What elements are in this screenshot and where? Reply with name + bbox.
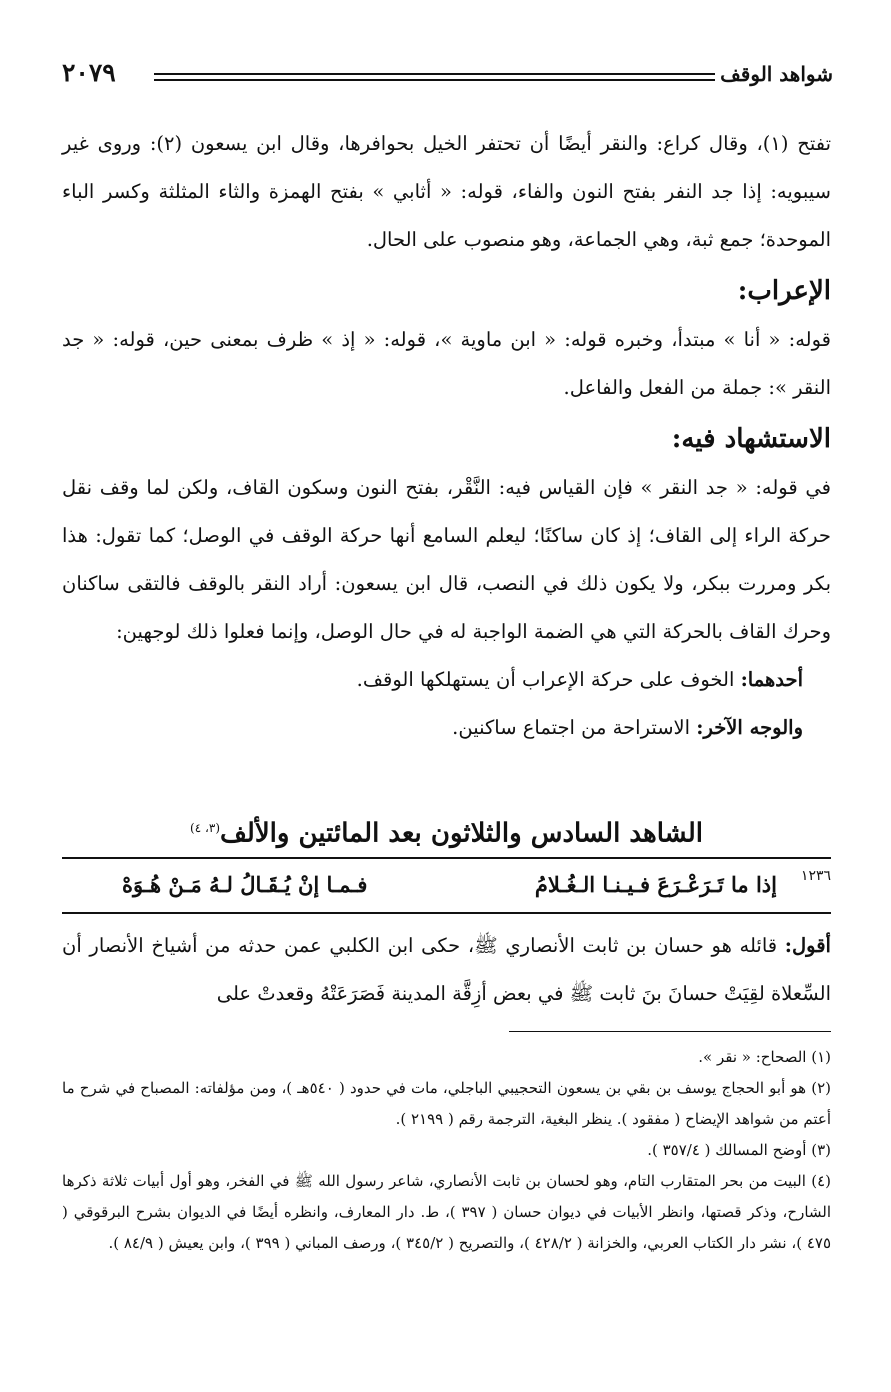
- header-title: شواهد الوقف: [720, 62, 833, 86]
- footnote-3: (٣) أوضح المسالك ( ٣٥٧/٤ ).: [647, 1141, 831, 1159]
- footnote-4: (٤) البيت من بحر المتقارب التام، وهو لحسان بن ثابت الأنصاري، شاعر رسول الله ﷺ في الفخر، وهو أول أبيات ثلاثة ذكرها الشارح، وذكر قصتها، وانظر الأبيات في ديوان حسان ( ٣٩٧ )، ط. دار المعارف، وانظره أيضًا في الديوان بشرح البرقوقي ( ٤٧٥ )، نشر دار الكتاب العربي، والخزانة ( ٤٢٨/٢ )، والتصريح ( ٣٤٥/٢ )، ورصف المباني ( ٣٩٩ )، وابن يعيش ( ٨٤/٩ ).: [62, 1172, 832, 1252]
- commentary-paragraph: [62, 922, 831, 1018]
- footnote-separator: [509, 1031, 831, 1032]
- reason-second-text: الاستراحة من اجتماع ساكنين.: [452, 716, 691, 739]
- commentary-text: [62, 922, 831, 1018]
- reason-first-label: أحدهما:: [740, 668, 803, 691]
- verse-line: [62, 862, 831, 910]
- istishhad-heading: الاستشهاد فيه:: [671, 424, 831, 454]
- header-rule-double: [154, 79, 715, 81]
- verse-first-hemistich: إذا ما تَـرَعْـرَعَ فـيـنـا الـغُـلامُ: [534, 872, 777, 897]
- i3rab-paragraph: قوله: « أنا » مبتدأ، وخبره قوله: « ابن ماوية »، قوله: « إذ » ظرف بمعنى حين، قوله: « جد النقر »: جملة من الفعل والفاعل.: [62, 328, 831, 399]
- running-header: [62, 58, 833, 98]
- main-text: [62, 120, 831, 752]
- commentary-label: أقول:: [784, 934, 831, 957]
- reason-second: [62, 704, 803, 752]
- footnote-1: (١) الصحاح: « نقر ».: [698, 1048, 831, 1066]
- verse-second-hemistich: فـمـا إنْ يُـقَـالُ لـهُ مَـنْ هُـوَهْ: [122, 872, 368, 897]
- header-rule: [154, 73, 715, 75]
- witness-title-note-ref: (٣، ٤): [190, 821, 220, 835]
- i3rab-heading: الإعراب:: [737, 276, 831, 306]
- opening-paragraph: تفتح (١)، وقال كراع: والنقر أيضًا أن تحتفر الخيل بحوافرها، وقال ابن يسعون (٢): وروى غير سيبويه: إذا جد النفر بفتح النون والفاء، قوله: « أثابي » بفتح الهمزة والثاء المثلثة وكسر الباء الموحدة؛ جمع ثبة، وهي الجماعة، وهو منصوب على الحال.: [62, 132, 831, 251]
- verse-rule-top: [62, 857, 831, 859]
- commentary-body: قائله هو حسان بن ثابت الأنصاري ﷺ، حكى ابن الكلبي عمن حدثه من أشياخ الأنصار أن السِّعلاة لقِيَتْ حسانَ بنَ ثابت ﷺ في بعض أزِقَّة المدينة فَصَرَعَتْهُ وقعدتْ على: [62, 934, 831, 1005]
- reason-first: [62, 656, 803, 704]
- istishhad-paragraph: في قوله: « جد النقر » فإن القياس فيه: النَّقْر، بفتح النون وسكون القاف، ولكن لما وقف نقل حركة الراء إلى القاف؛ إذ كان ساكنًا؛ ليعلم السامع أنها حركة الوقف في الوصل؛ كما تقول: هذا بكر ومررت ببكر، ولا يكون ذلك في النصب، قال ابن يسعون: أراد النقر بالوقف فالتقى ساكنان وحرك القاف بالحركة التي هي الضمة الواجبة له في حال الوصل، وإنما فعلوا ذلك لوجهين:: [62, 476, 831, 643]
- footnotes: [62, 1042, 831, 1259]
- reason-first-text: الخوف على حركة الإعراب أن يستهلكها الوقف.: [356, 668, 735, 691]
- verse-number: ١٢٣٦: [800, 868, 831, 884]
- verse-rule-bottom: [62, 912, 831, 914]
- reason-second-label: والوجه الآخر:: [696, 716, 803, 739]
- witness-title-text: الشاهد السادس والثلاثون بعد المائتين والألف: [220, 818, 703, 849]
- witness-title: [62, 808, 831, 854]
- footnote-2: (٢) هو أبو الحجاج يوسف بن بقي بن يسعون التحجيبي الباجلي، مات في حدود ( ٥٤٠هـ )، ومن مؤلفاته: المصباح في شرح ما أعتم من شواهد الإيضاح ( مفقود ). ينظر البغية، الترجمة رقم ( ٢١٩٩ ).: [62, 1079, 832, 1128]
- page-number: ٢٠٧٩: [62, 58, 116, 87]
